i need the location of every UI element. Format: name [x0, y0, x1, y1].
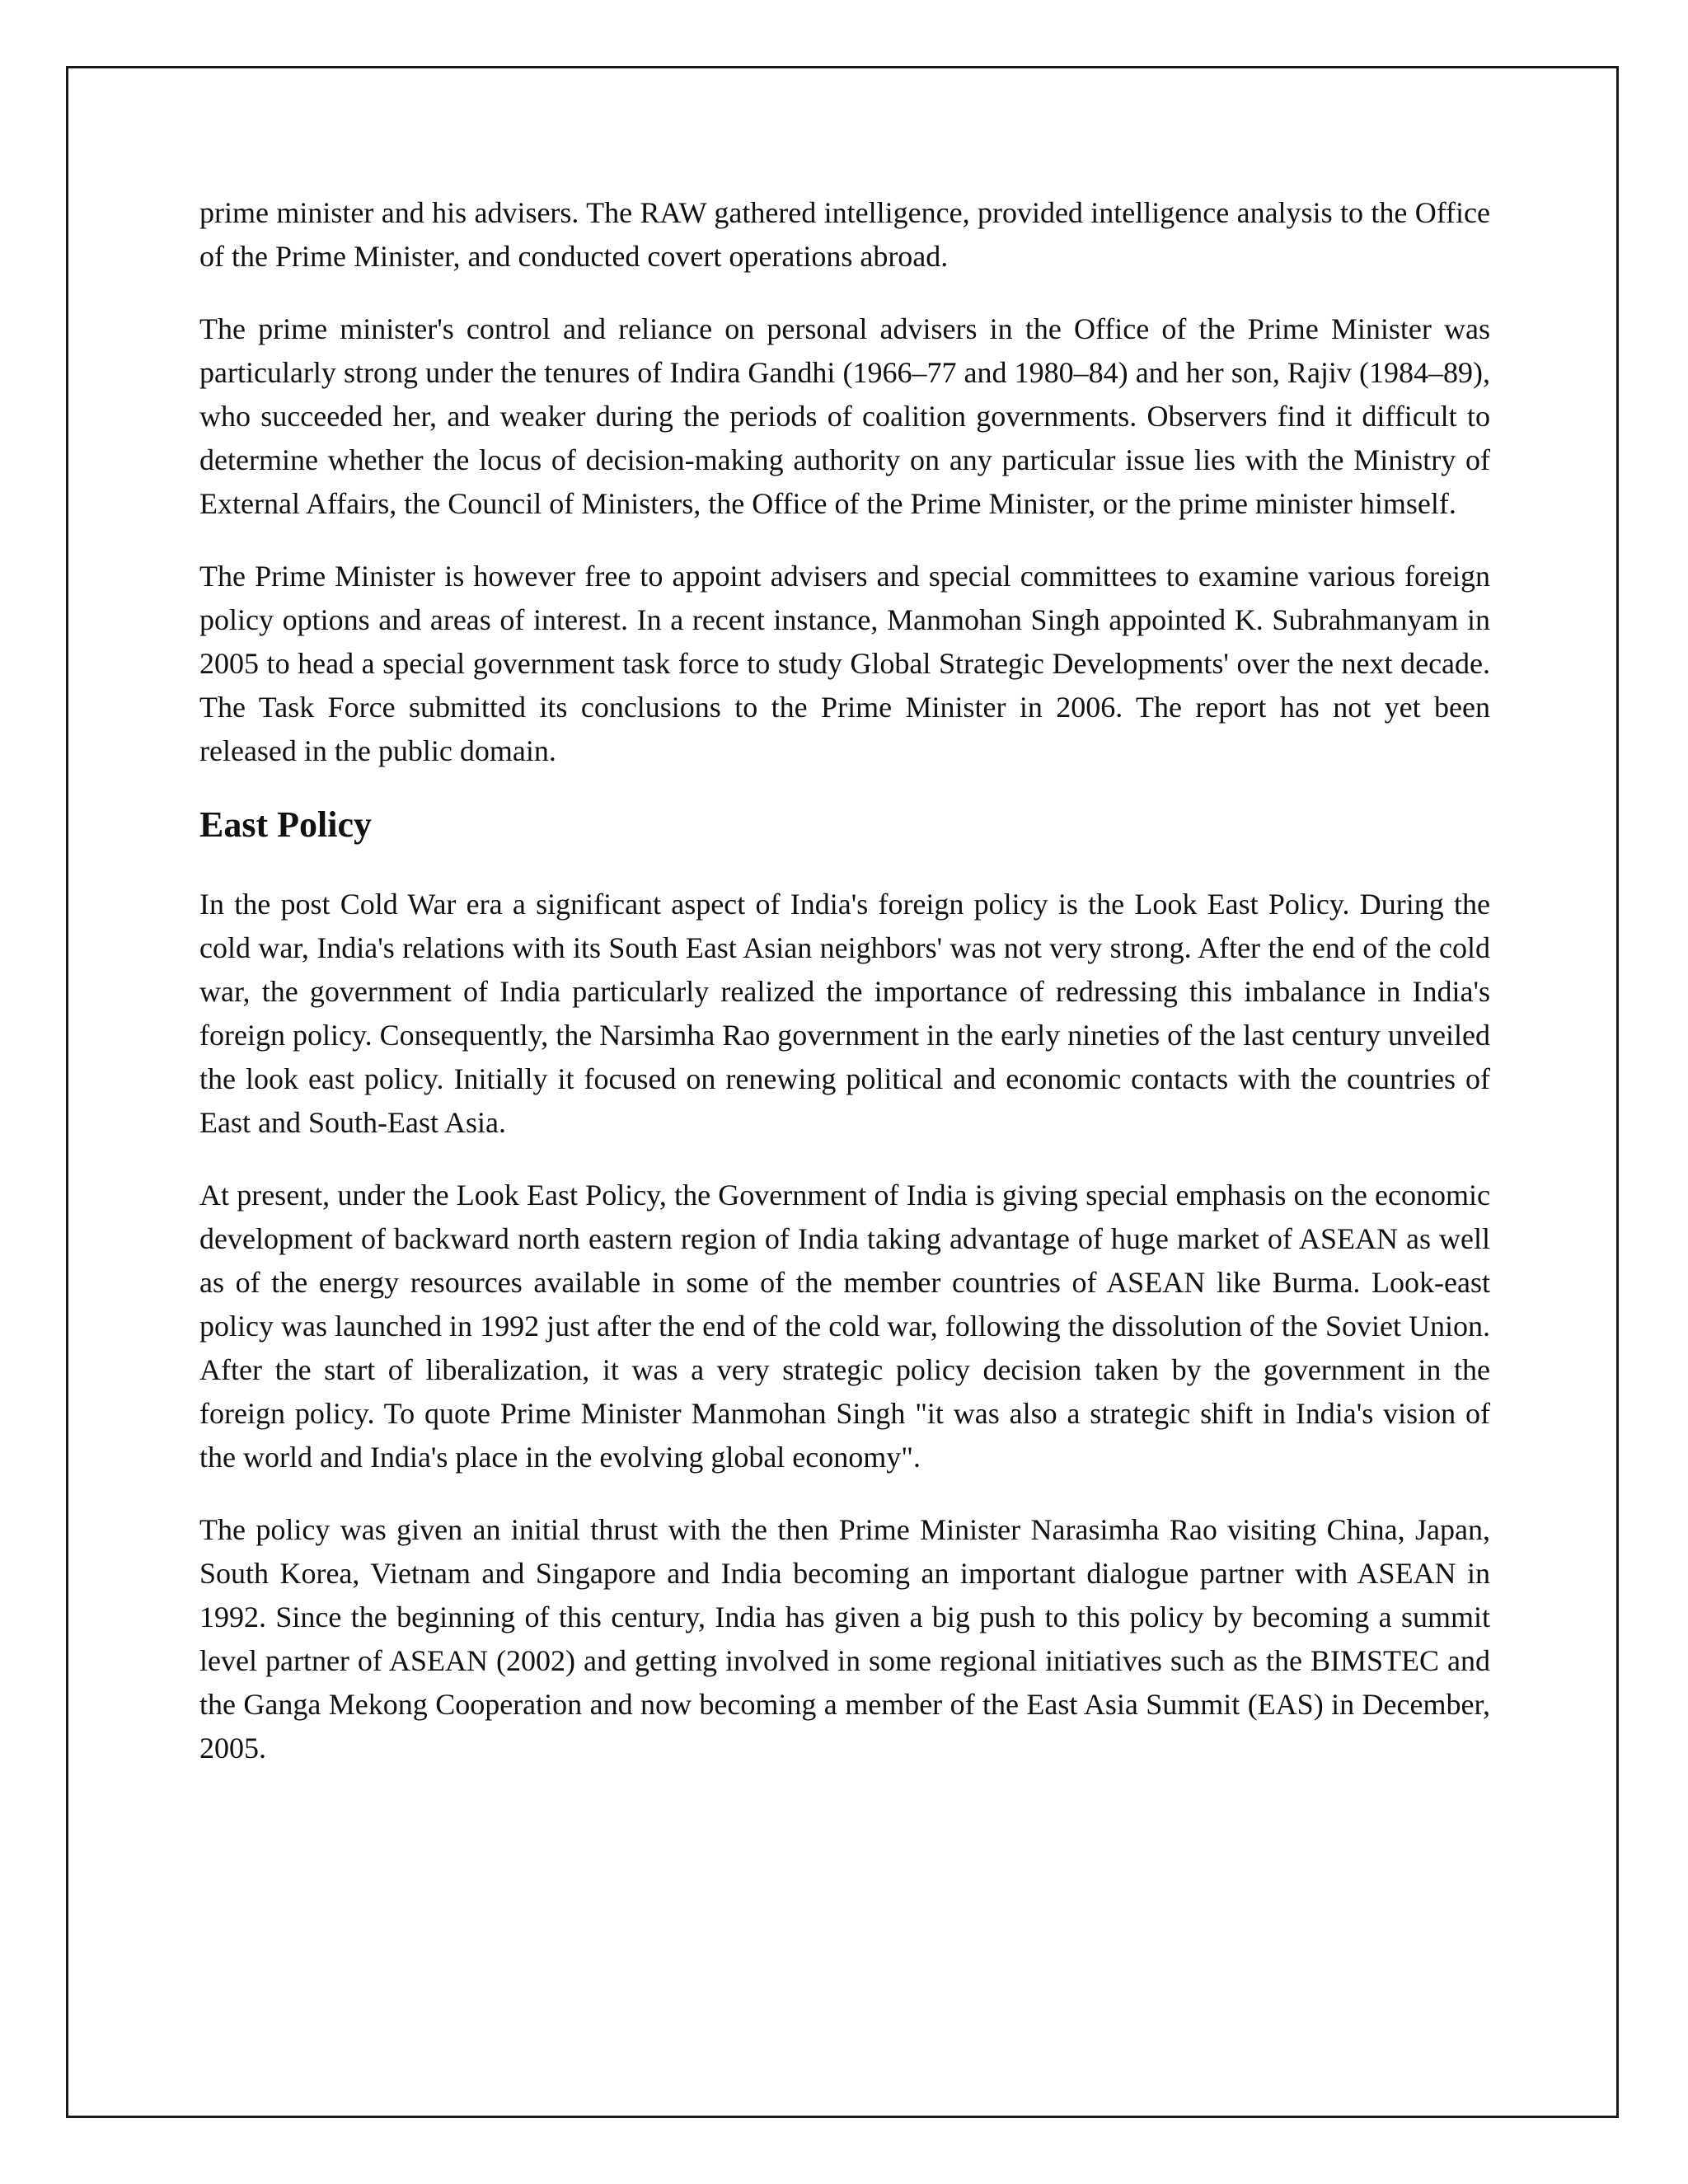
document-body	[199, 191, 1490, 1799]
section-heading: East Policy	[199, 804, 372, 845]
paragraph-look-east-thrust: The policy was given an initial thrust with the then Prime Minister Narasimha Rao visiting China, Japan, South Korea, Vietnam and Singapore and India becoming an important dialogue partner with ASEAN in 1992. Since the beginning of this century, India has given a big push to this policy by becoming a summit level partner of ASEAN (2002) and getting involved in some regional initiatives such as the BIMSTEC and the Ganga Mekong Cooperation and now becoming a member of the East Asia Summit (EAS) in December, 2005.	[199, 1513, 1490, 1765]
paragraph-look-east-present: At present, under the Look East Policy, the Government of India is giving special emphasis on the economic development of backward north eastern region of India taking advantage of huge market of ASEAN as well as of the energy resources available in some of the member countries of ASEAN like Burma. Look-east policy was launched in 1992 just after the end of the cold war, following the dissolution of the Soviet Union. After the start of liberalization, it was a very strategic policy decision taken by the government in the foreign policy. To quote Prime Minister Manmohan Singh "it was also a strategic shift in India's vision of the world and India's place in the evolving global economy".	[199, 1179, 1490, 1474]
paragraph-raw-intelligence: prime minister and his advisers. The RAW gathered intelligence, provided intelligence analysis to the Office of the Prime Minister, and conducted covert operations abroad.	[199, 196, 1490, 273]
paragraph-special-committees: The Prime Minister is however free to appoint advisers and special committees to examine various foreign policy options and areas of interest. In a recent instance, Manmohan Singh appointed K. Subrahmanyam in 2005 to head a special government task force to study Global Strategic Developments' over the next decade. The Task Force submitted its conclusions to the Prime Minister in 2006. The report has not yet been released in the public domain.	[199, 560, 1490, 767]
paragraph-pm-advisers-control: The prime minister's control and reliance on personal advisers in the Office of the Prime Minister was particularly strong under the tenures of Indira Gandhi (1966–77 and 1980–84) and her son, Rajiv (1984–89), who succeeded her, and weaker during the periods of coalition governments. Observers find it difficult to determine whether the locus of decision-making authority on any particular issue lies with the Ministry of External Affairs, the Council of Ministers, the Office of the Prime Minister, or the prime minister himself.	[199, 312, 1490, 520]
paragraph-look-east-intro: In the post Cold War era a significant aspect of India's foreign policy is the Look East Policy. During the cold war, India's relations with its South East Asian neighbors' was not very strong. After the end of the cold war, the government of India particularly realized the importance of redressing this imbalance in India's foreign policy. Consequently, the Narsimha Rao government in the early nineties of the last century unveiled the look east policy. Initially it focused on renewing political and economic contacts with the countries of East and South-East Asia.	[199, 888, 1490, 1139]
